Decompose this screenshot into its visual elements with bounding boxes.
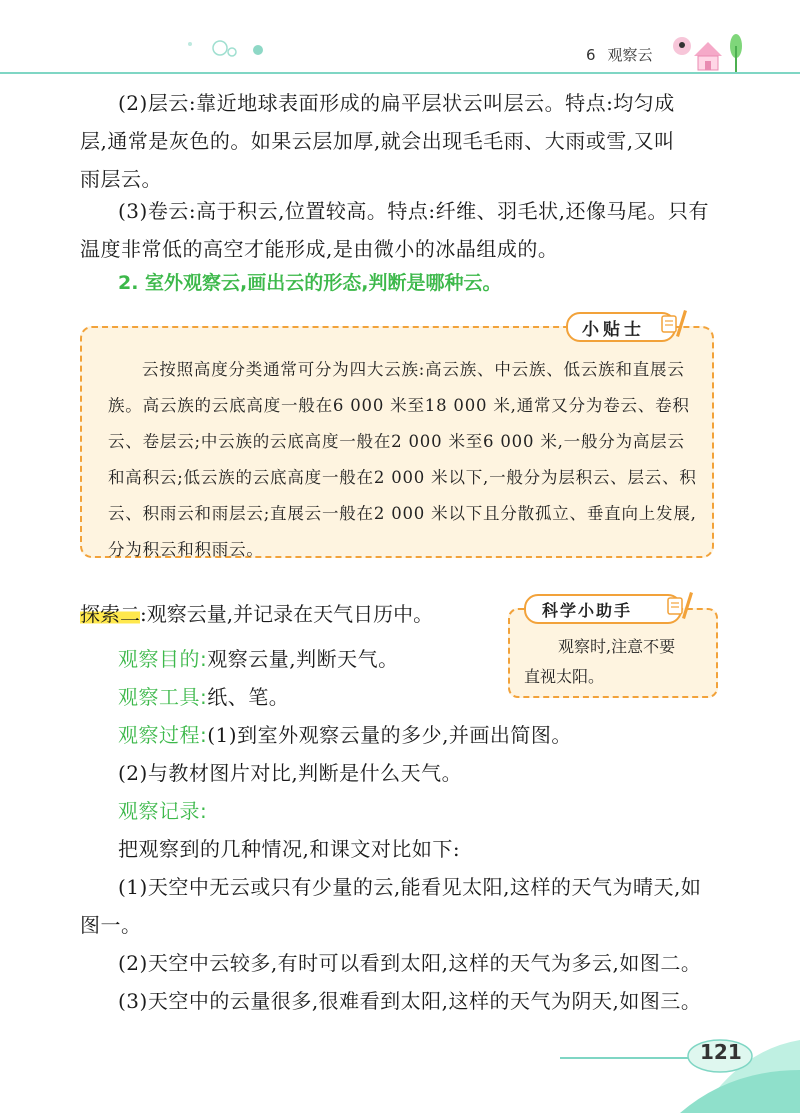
text-line: (3)卷云:高于积云,位置较高。特点:纤维、羽毛状,还像马尾。只有	[118, 199, 710, 223]
process-label: 观察过程:	[118, 723, 208, 747]
purpose-text: 观察云量,判断天气。	[207, 647, 399, 671]
record-3: (3)天空中的云量很多,很难看到太阳,这样的天气为阴天,如图三。	[118, 989, 702, 1013]
record-1-line1: (1)天空中无云或只有少量的云,能看见太阳,这样的天气为晴天,如	[118, 875, 702, 899]
text-line: 雨层云。	[80, 167, 162, 191]
process-step2: (2)与教材图片对比,判断是什么天气。	[118, 761, 463, 785]
text-line: 层,通常是灰色的。如果云层加厚,就会出现毛毛雨、大雨或雪,又叫	[80, 129, 675, 153]
helper-text	[524, 632, 710, 692]
pencil-icon	[658, 304, 688, 344]
tip-line: 云、卷层云;中云族的云底高度一般在2 000 米至6 000 米,一般分为高层云	[108, 432, 685, 451]
record-label	[118, 792, 207, 830]
pencil-icon	[664, 586, 694, 626]
tip-line: 族。高云族的云底高度一般在6 000 米至18 000 米,通常又分为卷云、卷积	[108, 396, 690, 415]
footer-decoration-icon	[560, 1030, 800, 1113]
bubble-decoration-icon	[180, 34, 300, 64]
chapter-title: 观察云	[607, 46, 653, 64]
tools-line	[118, 678, 289, 716]
process-text: (1)到室外观察云量的多少,并画出简图。	[207, 723, 572, 747]
helper-label-text: 科学小助手	[542, 600, 633, 620]
helper-line: 直视太阳。	[524, 667, 605, 686]
explore-heading	[80, 598, 433, 627]
text-line: 温度非常低的高空才能形成,是由微小的冰晶组成的。	[80, 237, 559, 261]
purpose-label: 观察目的:	[118, 647, 208, 671]
tip-label-text: 小贴士	[582, 319, 645, 340]
text-line: (2)层云:靠近地球表面形成的扁平层状云叫层云。特点:均匀成	[118, 91, 675, 115]
helper-line: 观察时,注意不要	[558, 637, 676, 656]
tip-line: 分为积云和积雨云。	[108, 540, 264, 559]
record-intro: 把观察到的几种情况,和课文对比如下:	[118, 837, 461, 861]
chapter-number: 6	[586, 46, 596, 64]
tools-label: 观察工具:	[118, 685, 208, 709]
paragraph-stratus	[80, 84, 730, 198]
page-number: 121	[700, 1040, 742, 1064]
record-label-text: 观察记录:	[118, 799, 208, 823]
helper-label	[524, 594, 682, 624]
tools-text: 纸、笔。	[207, 685, 290, 709]
explore-title-rest: :观察云量,并记录在天气日历中。	[140, 602, 434, 626]
explore-highlight: 探索二	[80, 602, 140, 626]
paragraph-cirrus	[80, 192, 730, 268]
purpose-line	[118, 640, 399, 678]
record-1-line2: 图一。	[80, 913, 142, 937]
tip-line: 云、积雨云和雨层云;直展云一般在2 000 米以下且分散孤立、垂直向上发展,	[108, 504, 697, 523]
cartoon-house-icon	[668, 28, 748, 74]
tip-line: 云按照高度分类通常可分为四大云族:高云族、中云族、低云族和直展云	[142, 360, 685, 379]
task-heading: 2. 室外观察云,画出云的形态,判断是哪种云。	[118, 272, 502, 294]
tip-line: 和高积云;低云族的云底高度一般在2 000 米以下,一般分为层积云、层云、积	[108, 468, 697, 487]
tip-label	[566, 312, 676, 342]
record-2: (2)天空中云较多,有时可以看到太阳,这样的天气为多云,如图二。	[118, 951, 702, 975]
process-line	[118, 716, 572, 754]
tip-text	[108, 352, 698, 568]
chapter-heading	[586, 44, 653, 65]
